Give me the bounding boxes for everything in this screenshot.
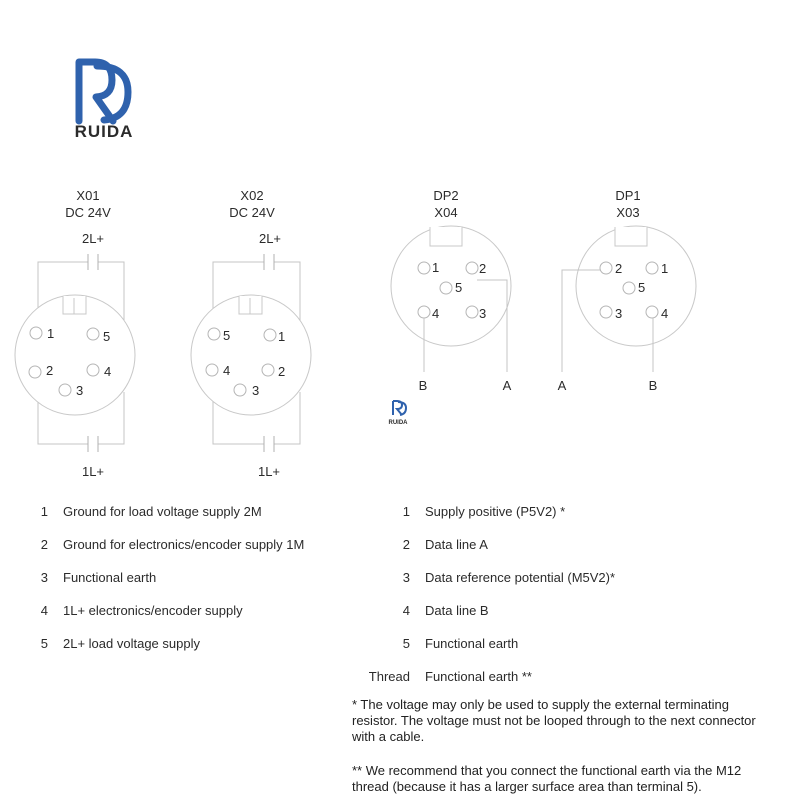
connector-title: X01	[76, 188, 100, 203]
coding-key	[615, 227, 647, 246]
watermark-wordmark: RUIDA	[388, 420, 408, 426]
legend-pin-number: Thread	[368, 669, 410, 684]
top-capacitor-symbol	[264, 254, 274, 270]
bottom-capacitor-symbol	[264, 436, 274, 452]
connector-title: DP2	[433, 188, 459, 203]
legend-pin-description: Functional earth **	[425, 669, 532, 684]
legend-pin-number: 3	[402, 570, 410, 585]
pin-number: 1	[432, 260, 440, 275]
connector-subtitle: X03	[616, 205, 640, 220]
connector-x01	[15, 188, 135, 479]
pin-number: 3	[76, 383, 84, 398]
pin-number: 1	[661, 261, 669, 276]
legend-pin-description: Functional earth	[425, 636, 519, 651]
legend-pin-description: Data line A	[425, 537, 488, 552]
connector-subtitle: DC 24V	[229, 205, 275, 220]
legend-pin-number: 4	[402, 603, 410, 618]
connector-dp2-x04	[391, 188, 512, 393]
footnote-voltage: * The voltage may only be used to supply the external terminating resistor. The voltage must not be looped through to the next connector with a cable.	[352, 697, 756, 744]
top-capacitor-symbol	[88, 254, 98, 270]
footnote-functional-earth: ** We recommend that you connect the functional earth via the M12 thread (because it has a larger surface area than terminal 5).	[352, 763, 742, 794]
pin-number: 4	[432, 306, 440, 321]
pin-number: 5	[455, 280, 463, 295]
watermark-monogram-mark	[393, 401, 406, 415]
legend-pin-number: 3	[40, 570, 48, 585]
connector-x02	[191, 188, 311, 479]
connector-subtitle: DC 24V	[65, 205, 111, 220]
legend-pin-description: 1L+ electronics/encoder supply	[63, 603, 243, 618]
pin-number: 5	[103, 329, 111, 344]
bottom-capacitor-symbol	[88, 436, 98, 452]
pin-number: 4	[223, 363, 231, 378]
legend-pin-description: Ground for electronics/encoder supply 1M	[63, 537, 305, 552]
legend-pin-description: Supply positive (P5V2) *	[425, 504, 566, 519]
legend-pin-number: 1	[402, 504, 410, 519]
pin-number: 3	[479, 306, 487, 321]
coding-key	[239, 296, 262, 314]
connector-subtitle: X04	[434, 205, 458, 220]
legend-pin-description: Data line B	[425, 603, 489, 618]
legend-pin-description: 2L+ load voltage supply	[63, 636, 200, 651]
bottom-supply-label: 1L+	[81, 464, 105, 479]
data-line-label: B	[418, 378, 428, 393]
connector-dp1-x03	[558, 188, 696, 393]
connector-title: X02	[240, 188, 264, 203]
legend-pin-number: 5	[40, 636, 48, 651]
connector-title: DP1	[615, 188, 641, 203]
pin-number: 1	[278, 329, 286, 344]
coding-key	[63, 296, 86, 314]
logo-monogram-mark	[79, 62, 128, 121]
pin-number: 2	[479, 261, 487, 276]
pin-number: 4	[661, 306, 669, 321]
top-supply-label: 2L+	[81, 231, 105, 246]
pin-number: 5	[638, 280, 646, 295]
legend-pin-number: 5	[402, 636, 410, 651]
pin-number: 3	[252, 383, 260, 398]
legend-pin-description: Data reference potential (M5V2)*	[425, 570, 616, 585]
data-line-label: B	[648, 378, 658, 393]
pin-number: 1	[47, 326, 55, 341]
data-line-label: A	[557, 378, 567, 393]
legend-pin-description: Ground for load voltage supply 2M	[63, 504, 262, 519]
pin-number: 4	[104, 364, 112, 379]
pin-number: 3	[615, 306, 623, 321]
logo-wordmark: RUIDA	[74, 122, 134, 141]
top-supply-label: 2L+	[258, 231, 282, 246]
bottom-supply-label: 1L+	[257, 464, 281, 479]
ruida-logo	[75, 62, 134, 141]
legend-pin-description: Functional earth	[63, 570, 157, 585]
legend-pin-number: 2	[402, 537, 410, 552]
data-line-label: A	[502, 378, 512, 393]
pin-number: 2	[46, 363, 54, 378]
small-watermark-logo	[389, 401, 409, 426]
legend-pin-number: 1	[40, 504, 48, 519]
pin-number: 2	[615, 261, 623, 276]
coding-key	[430, 227, 462, 246]
legend-pin-number: 2	[40, 537, 48, 552]
pin-number: 5	[223, 328, 231, 343]
legend-pin-number: 4	[40, 603, 48, 618]
pin-number: 2	[278, 364, 286, 379]
